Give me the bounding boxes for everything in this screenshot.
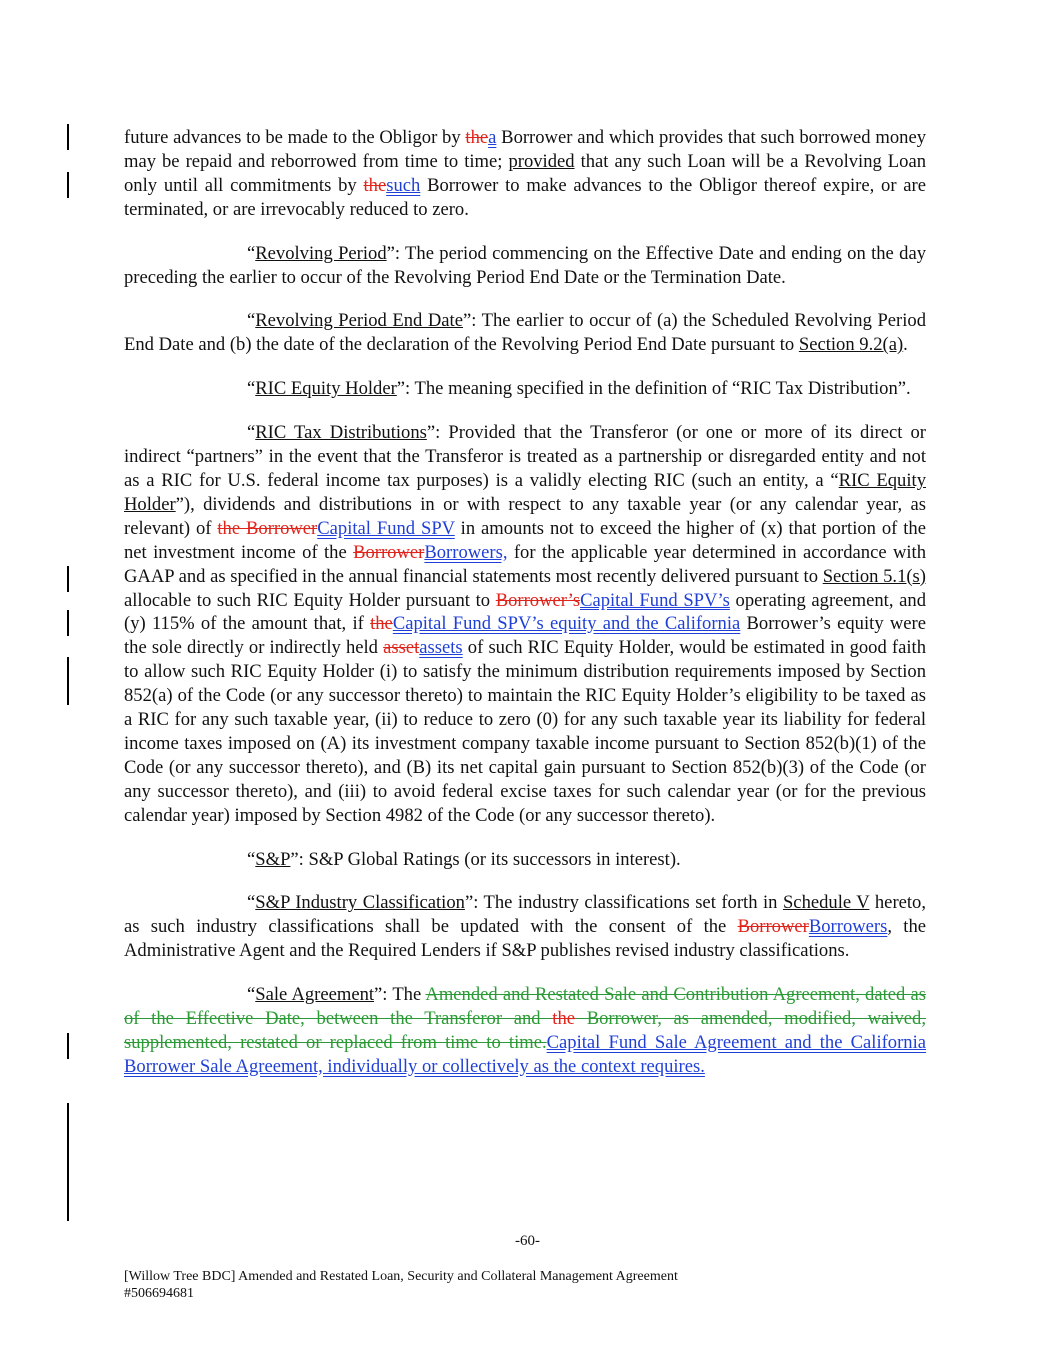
definition-s-and-p-industry-classification [124,891,926,963]
change-bar [67,172,69,198]
defined-term: Sale Agreement [255,984,375,1006]
text: of such RIC Equity Holder, would be estimated in good faith to allow such RIC Equity Holder (i) to satisfy the minimum distribution requirements imposed by Section 852(a) of the Code (or any successor thereto) to maintain the RIC Equity Holder’s eligibility to be taxed as a RIC for any such taxable year, (ii) to reduce to zero (0) for any such taxable year its liability for federal income taxes imposed on (A) its investment company taxable income pursuant to Section 852(b)(1) of the Code (or any successor thereto), and (B) its net capital gain pursuant to Section 852(b)(3) of the Code (or any successor thereto), and (iii) to avoid federal excise taxes for such calendar year (or for the previous calendar year) imposed by Section 4982 of the Code (or any successor thereto). [124,637,926,826]
inserted-text: such [386,174,421,196]
quote: “ [247,242,256,264]
text: hereto, as such industry classifications shall be updated with the consent of the [124,892,926,938]
defined-term: provided [508,150,575,172]
definition-s-and-p [124,848,926,872]
text: ”: The industry classifications set forth in [464,892,783,914]
text: ”), dividends and distributions in or with respect to any taxable year (or any calendar year, as relevant) of [124,493,926,539]
section-reference: Section 5.1(s) [822,565,926,587]
inserted-text: Borrowers, [424,541,508,563]
change-bar [67,1103,69,1221]
definition-sale-agreement [124,983,926,1079]
quote: “ [247,422,256,444]
definition-revolving-period [124,242,926,290]
text: ”: The meaning specified in the definition of “RIC Tax Distribution”. [396,378,911,400]
defined-term: Revolving Period [255,242,387,264]
text: in amounts not to exceed the higher of (x) that portion of the net investment income of the [124,517,926,563]
definition-ric-equity-holder [124,377,926,401]
change-bar [67,566,69,592]
deleted-text: asset [383,637,420,659]
text: Borrower to make advances to the Obligor thereof expire, or are terminated, or are irrevocably reduced to zero. [124,174,927,220]
text: Borrower and which provides that such borrowed money may be repaid and reborrowed from time to time; [124,127,926,172]
deleted-text: the [552,1008,575,1030]
moved-deleted-text: Borrower, as amended, modified, waived, supplemented, restated or replaced from time to time. [124,1008,926,1053]
defined-term: RIC Equity Holder [124,469,926,515]
moved-deleted-text: Amended and Restated Sale and Contribution Agreement, dated as of the Effective Date, between the Transferor and [124,984,926,1030]
defined-term: S&P Industry Classification [255,892,465,914]
quote: “ [247,310,256,332]
inserted-text: Capital Fund SPV’s equity and the California [392,613,741,635]
quote: “ [247,892,256,914]
document-footer [124,1268,678,1302]
inserted-text: Capital Fund SPV’s [580,589,730,611]
text: that any such Loan will be a Revolving Loan only until all commitments by [124,150,926,196]
deleted-text: the [465,127,489,148]
document-body [124,126,926,1099]
loan-definition-continuation [124,126,926,222]
text: ”: The period commencing on the Effective Date and ending on the day preceding the earlier to occur of the Revolving Period End Date or the Termination Date. [124,242,926,288]
text: Borrower’s equity were the sole directly or indirectly held [124,613,927,659]
inserted-text: Capital Fund Sale Agreement and the California Borrower Sale Agreement, individually or collectively as the context requires. [124,1032,927,1077]
defined-term: RIC Equity Holder [255,378,397,400]
section-reference: Section 9.2(a) [798,334,904,356]
deleted-text: Borrower [353,541,425,563]
text: future advances to be made to the Obligor by [124,127,466,148]
inserted-text: Borrowers [808,916,888,938]
text: ”: The [374,984,426,1006]
text: ”: S&P Global Ratings (or its successors in interest). [290,848,681,870]
page-number: -60- [515,1233,540,1249]
quote: “ [247,378,256,400]
text: , the Administrative Agent and the Required Lenders if S&P publishes revised industry classifications. [124,916,927,962]
change-bar [67,124,69,150]
text: allocable to such RIC Equity Holder pursuant to [124,589,496,611]
defined-term: S&P [255,848,291,870]
quote: “ [247,984,256,1006]
inserted-text: assets [419,637,463,659]
deleted-text: Borrower [737,916,809,938]
inserted-text: a [488,127,497,148]
defined-term: Revolving Period End Date [255,310,463,332]
defined-term: RIC Tax Distributions [255,422,427,444]
text: for the applicable year determined in accordance with GAAP and as specified in the annual financial statements most recently delivered pursuant to [124,541,927,587]
change-bar [67,657,69,705]
deleted-text: the [363,174,387,196]
text: operating agreement, and (y) 115% of the amount that, if [124,589,927,635]
change-bar [67,1033,69,1059]
deleted-text: the Borrower [217,517,318,539]
footer-title: [Willow Tree BDC] Amended and Restated Loan, Security and Collateral Management Agreement [124,1269,678,1284]
text: ”: Provided that the Transferor (or one or more of its direct or indirect “partners” in the event that the Transferor is treated as a partnership or disregarded entity and not as a RIC for U.S. federal income tax purposes) is a validly electing RIC (such an entity, a “ [124,422,926,491]
definition-ric-tax-distributions [124,421,926,827]
deleted-text: Borrower’s [495,589,581,611]
text: ”: The earlier to occur of (a) the Scheduled Revolving Period End Date and (b) the date of the declaration of the Revolving Period End Date pursuant to [124,310,926,356]
deleted-text: the [370,613,393,635]
schedule-reference: Schedule V [782,892,870,914]
definition-revolving-period-end-date [124,309,926,357]
footer-document-id: #506694681 [124,1286,194,1301]
text: . [903,334,908,356]
inserted-text: Capital Fund SPV [317,517,455,539]
change-bar [67,610,69,636]
quote: “ [247,848,256,870]
